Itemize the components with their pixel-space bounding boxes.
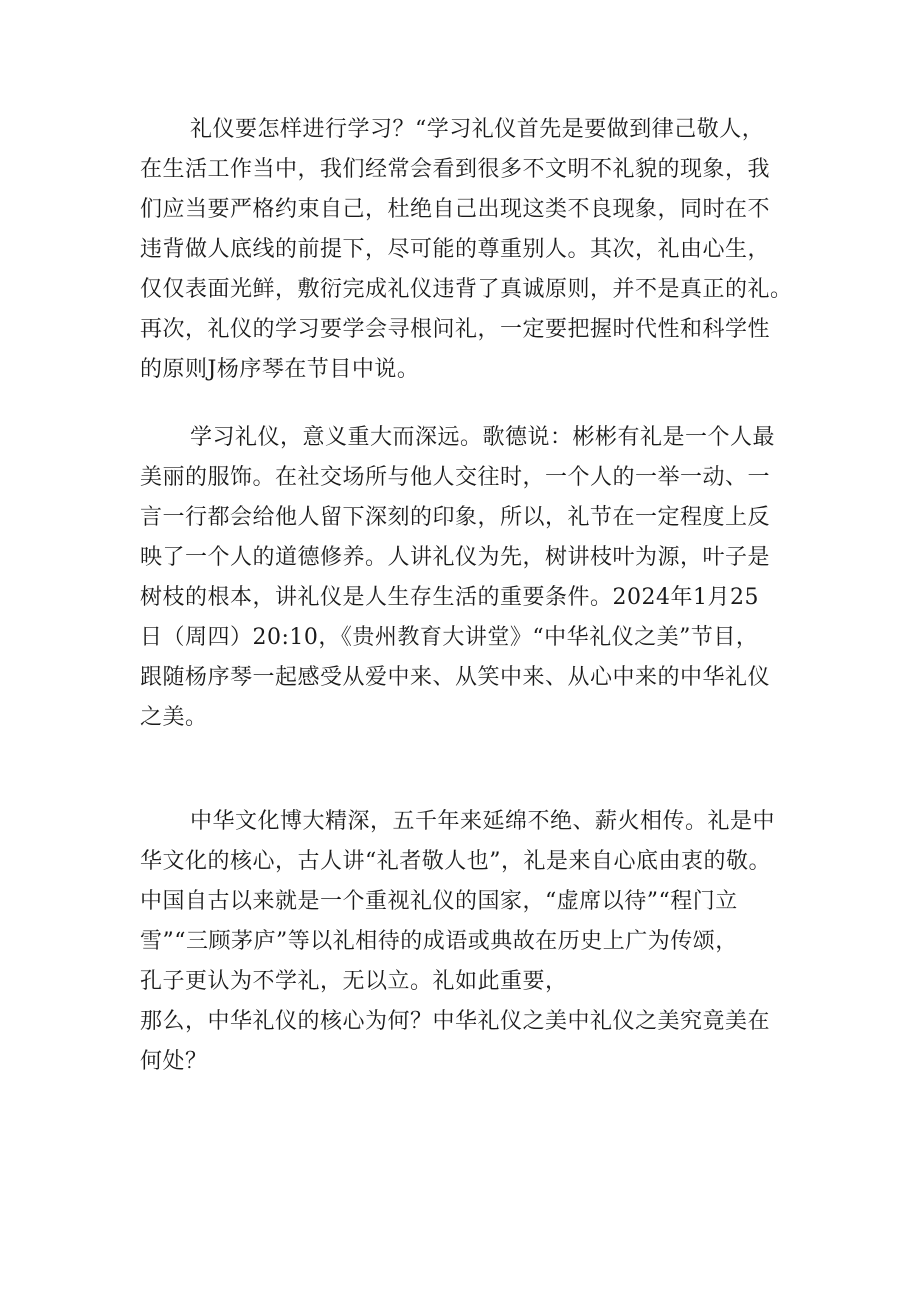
paragraph-line: 的原则J杨序琴在节目中说。 — [140, 357, 420, 382]
paragraph-line: 中国自古以来就是一个重视礼仪的国家，“虚席以待”“程门立 — [140, 889, 738, 914]
paragraph-line: 中华文化博大精深，五千年来延绵不绝、薪火相传。礼是中 — [190, 809, 776, 834]
paragraph-line: 仅仅表面光鲜，敷衍完成礼仪违背了真诚原则，并不是真正的礼。 — [140, 277, 793, 302]
paragraph-line: 在生活工作当中，我们经常会看到很多不文明不礼貌的现象，我 — [140, 157, 771, 182]
paragraph-line: 日（周四）20:10，《贵州教育大讲堂》“中华礼仪之美”节目， — [140, 625, 759, 650]
paragraph-line: 华文化的核心，古人讲“礼者敬人也”，礼是来自心底由衷的敬。 — [140, 849, 771, 874]
paragraph-line: 们应当要严格约束自己，杜绝自己出现这类不良现象，同时在不 — [140, 197, 771, 222]
paragraph-line: 违背做人底线的前提下，尽可能的尊重别人。其次，礼由心生， — [140, 237, 771, 262]
paragraph-line: 映了一个人的道德修养。人讲礼仪为先，树讲枝叶为源，叶子是 — [140, 545, 771, 570]
paragraph-line: 美丽的服饰。在社交场所与他人交往时，一个人的一举一动、一 — [140, 465, 771, 490]
paragraph-line: 树枝的根本，讲礼仪是人生存生活的重要条件。2024年1月25 — [140, 585, 759, 610]
paragraph-etiquette-significance — [140, 418, 800, 738]
paragraph-line: 礼仪要怎样进行学习？“学习礼仪首先是要做到律己敬人， — [190, 117, 765, 142]
paragraph-line: 那么，中华礼仪的核心为何？中华礼仪之美中礼仪之美究竟美在 — [140, 1009, 771, 1034]
paragraph-line: 学习礼仪，意义重大而深远。歌德说：彬彬有礼是一个人最 — [190, 425, 776, 450]
paragraph-line: 雪”“三顾茅庐”等以礼相待的成语或典故在历史上广为传颂， — [140, 929, 738, 954]
paragraph-line: 何处？ — [140, 1049, 208, 1074]
paragraph-line: 孔子更认为不学礼，无以立。礼如此重要， — [140, 969, 568, 994]
paragraph-etiquette-learning — [140, 110, 800, 390]
paragraph-chinese-culture — [140, 802, 800, 1082]
paragraph-line: 再次，礼仪的学习要学会寻根问礼，一定要把握时代性和科学性 — [140, 317, 771, 342]
paragraph-line: 言一行都会给他人留下深刻的印象，所以，礼节在一定程度上反 — [140, 505, 771, 530]
paragraph-line: 之美。 — [140, 705, 208, 730]
paragraph-line: 跟随杨序琴一起感受从爱中来、从笑中来、从心中来的中华礼仪 — [140, 665, 771, 690]
